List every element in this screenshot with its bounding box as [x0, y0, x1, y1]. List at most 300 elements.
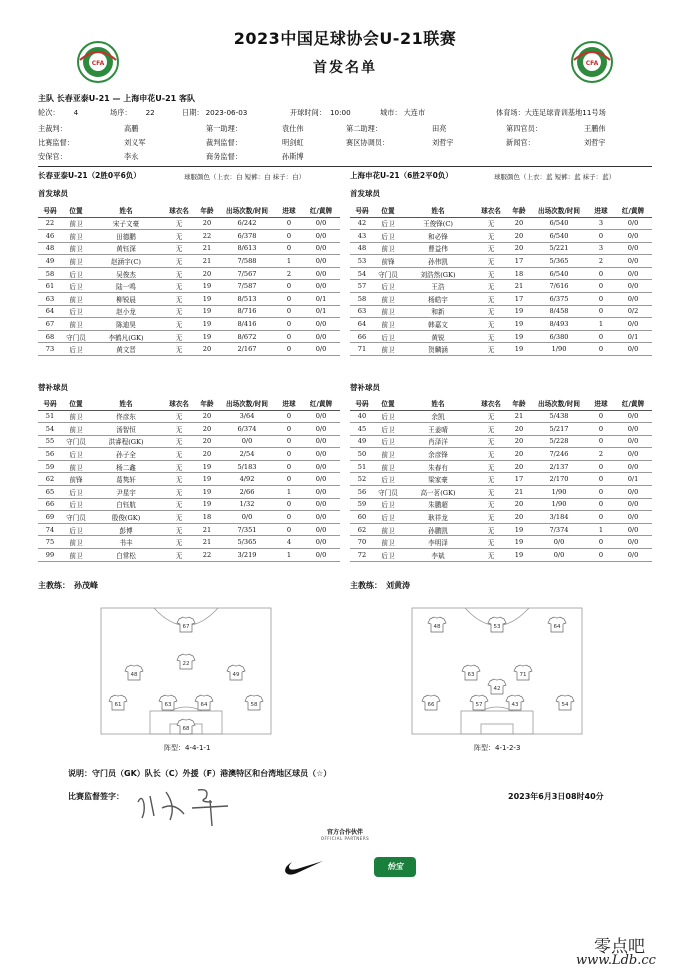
- player-cell: 5/365: [530, 255, 588, 268]
- shirt-number: 61: [114, 702, 122, 708]
- player-cell: 8/458: [530, 305, 588, 318]
- player-cell: 5/438: [530, 410, 588, 423]
- player-row: [350, 305, 652, 318]
- column-header: 出场次数/时间: [218, 204, 276, 217]
- player-cell: 49: [38, 255, 62, 268]
- player-shirt: [506, 695, 524, 710]
- player-shirt: [245, 695, 263, 710]
- player-cell: 无: [162, 255, 196, 268]
- signature-image: [132, 780, 252, 828]
- column-header: 出场次数/时间: [218, 397, 276, 410]
- player-shirt: [195, 695, 213, 710]
- player-cell: 前卫: [62, 293, 90, 306]
- player-cell: 无: [474, 242, 508, 255]
- page-title: 2023中国足球协会U-21联赛: [233, 29, 457, 48]
- player-cell: 柳锐晨: [90, 293, 162, 306]
- player-cell: 无: [162, 460, 196, 473]
- player-cell: 8/493: [530, 318, 588, 331]
- player-shirt: [227, 665, 245, 680]
- player-cell: 19: [196, 318, 218, 331]
- player-cell: 无: [474, 410, 508, 423]
- player-cell: 48: [38, 242, 62, 255]
- player-cell: 19: [196, 460, 218, 473]
- player-cell: 19: [508, 330, 530, 343]
- player-cell: 5/228: [530, 435, 588, 448]
- player-row: [350, 523, 652, 536]
- player-cell: 后卫: [62, 305, 90, 318]
- player-cell: 0/1: [302, 305, 340, 318]
- player-cell: 1/90: [530, 498, 588, 511]
- home-team-colors: 球服颜色（上衣：白 短裤：白 袜子：白）: [184, 173, 306, 181]
- player-cell: 无: [162, 473, 196, 486]
- player-cell: 19: [196, 305, 218, 318]
- player-cell: 前卫: [62, 536, 90, 549]
- player-cell: 彭博: [90, 523, 162, 536]
- player-row: [350, 255, 652, 268]
- player-cell: 75: [38, 536, 62, 549]
- player-cell: 守门员: [62, 330, 90, 343]
- player-cell: 前卫: [374, 523, 402, 536]
- player-cell: 0/0: [530, 536, 588, 549]
- player-cell: 守门员: [62, 435, 90, 448]
- player-cell: 无: [162, 523, 196, 536]
- player-cell: 62: [350, 523, 374, 536]
- player-cell: 前锋: [374, 255, 402, 268]
- player-cell: 后卫: [62, 448, 90, 461]
- player-cell: 无: [162, 217, 196, 230]
- player-cell: 后卫: [374, 230, 402, 243]
- home-coach: 主教练： 孙茂峰: [38, 581, 98, 590]
- shirt-number: 71: [519, 672, 527, 678]
- column-header: 进球: [588, 397, 614, 410]
- player-cell: 0/0: [614, 448, 652, 461]
- player-cell: 74: [38, 523, 62, 536]
- player-cell: 66: [350, 330, 374, 343]
- player-cell: 21: [196, 536, 218, 549]
- player-cell: 无: [474, 549, 508, 562]
- shirt-number: 43: [511, 702, 519, 708]
- player-cell: 无: [162, 549, 196, 562]
- round-label: 轮次： 4: [38, 108, 79, 117]
- player-cell: 7/587: [218, 280, 276, 293]
- home-subs-label: 替补球员: [38, 383, 68, 392]
- player-cell: 杨二鑫: [90, 460, 162, 473]
- shirt-number: 22: [182, 661, 190, 667]
- player-cell: 0: [276, 523, 302, 536]
- player-row: [350, 536, 652, 549]
- player-cell: 7/588: [218, 255, 276, 268]
- player-cell: 22: [38, 217, 62, 230]
- player-cell: 书丰: [90, 536, 162, 549]
- column-header: 进球: [276, 204, 302, 217]
- player-cell: 0/0: [302, 460, 340, 473]
- player-cell: 无: [474, 280, 508, 293]
- player-cell: 0: [276, 280, 302, 293]
- shirt-number: 54: [561, 702, 569, 708]
- city-label: 城市： 大连市: [380, 108, 426, 117]
- player-cell: 20: [508, 460, 530, 473]
- player-cell: 0/0: [614, 343, 652, 356]
- player-cell: 0: [588, 423, 614, 436]
- player-cell: 20: [196, 343, 218, 356]
- player-cell: 5/221: [530, 242, 588, 255]
- player-cell: 无: [474, 343, 508, 356]
- player-cell: 0/0: [614, 511, 652, 524]
- column-header: 年龄: [196, 204, 218, 217]
- player-cell: 0/0: [614, 460, 652, 473]
- player-cell: 无: [474, 523, 508, 536]
- shirt-number: 58: [250, 702, 258, 708]
- player-cell: 无: [474, 330, 508, 343]
- player-shirt: [125, 665, 143, 680]
- player-cell: 前卫: [374, 293, 402, 306]
- player-cell: 后卫: [62, 267, 90, 280]
- player-cell: 无: [162, 423, 196, 436]
- player-cell: 0: [276, 217, 302, 230]
- column-header: 球衣名: [162, 397, 196, 410]
- player-cell: 99: [38, 549, 62, 562]
- player-cell: 0: [588, 460, 614, 473]
- column-header: 球衣名: [474, 204, 508, 217]
- player-cell: 0/1: [302, 293, 340, 306]
- player-cell: 0: [276, 293, 302, 306]
- legend-note: 说明：守门员（GK）队长（C）外援（F）港澳特区和台湾地区球员（☆）: [68, 769, 332, 778]
- player-cell: 无: [162, 280, 196, 293]
- player-cell: 耿祥龙: [402, 511, 474, 524]
- player-row: [350, 410, 652, 423]
- player-cell: 63: [350, 305, 374, 318]
- player-cell: 朱鹏超: [402, 498, 474, 511]
- player-cell: 0/0: [614, 423, 652, 436]
- player-cell: 0/2: [614, 305, 652, 318]
- shirt-number: 42: [493, 686, 501, 692]
- player-cell: 6/374: [218, 423, 276, 436]
- player-cell: 贺麟涵: [402, 343, 474, 356]
- player-row: [350, 330, 652, 343]
- player-cell: 无: [162, 435, 196, 448]
- player-cell: 2/167: [218, 343, 276, 356]
- player-cell: 吴俊杰: [90, 267, 162, 280]
- player-cell: 20: [508, 423, 530, 436]
- player-cell: 0/0: [302, 330, 340, 343]
- player-cell: 6/380: [530, 330, 588, 343]
- player-cell: 守门员: [374, 486, 402, 499]
- player-cell: 64: [38, 305, 62, 318]
- player-cell: 前卫: [62, 217, 90, 230]
- signature-label: 比赛监督签字：: [68, 792, 124, 801]
- player-cell: 后卫: [62, 523, 90, 536]
- player-cell: 0/0: [302, 267, 340, 280]
- player-row: [38, 486, 340, 499]
- player-cell: 守门员: [62, 511, 90, 524]
- player-shirt: [514, 665, 532, 680]
- player-cell: 21: [196, 242, 218, 255]
- player-cell: 20: [508, 230, 530, 243]
- player-cell: 无: [162, 410, 196, 423]
- column-header: 红/黄牌: [614, 204, 652, 217]
- player-cell: 孙鹏凯: [402, 523, 474, 536]
- player-cell: 无: [162, 498, 196, 511]
- nike-logo: [283, 855, 325, 877]
- player-cell: 王俊锋(C): [402, 217, 474, 230]
- player-cell: 65: [38, 486, 62, 499]
- player-cell: 0/0: [302, 473, 340, 486]
- player-cell: 0/0: [614, 242, 652, 255]
- away-formation: 阵型：4-1-2-3: [474, 744, 521, 752]
- player-cell: 韩嘉文: [402, 318, 474, 331]
- player-cell: 7/351: [218, 523, 276, 536]
- player-cell: 2/54: [218, 448, 276, 461]
- player-cell: 61: [38, 280, 62, 293]
- player-cell: 0: [588, 280, 614, 293]
- match-no-label: 场序： 22: [110, 108, 155, 117]
- away-formation-pitch: [411, 607, 583, 735]
- player-row: [38, 423, 340, 436]
- player-cell: 18: [196, 511, 218, 524]
- player-cell: 无: [474, 318, 508, 331]
- player-cell: 20: [196, 435, 218, 448]
- player-row: [38, 549, 340, 562]
- shirt-number: 64: [553, 624, 561, 630]
- player-row: [38, 305, 340, 318]
- player-cell: 佟彦东: [90, 410, 162, 423]
- player-cell: 0: [276, 410, 302, 423]
- player-cell: 无: [162, 242, 196, 255]
- player-cell: 无: [162, 330, 196, 343]
- player-cell: 0/0: [302, 448, 340, 461]
- player-cell: 40: [350, 410, 374, 423]
- player-row: [38, 410, 340, 423]
- player-cell: 1: [588, 523, 614, 536]
- player-cell: 前卫: [62, 230, 90, 243]
- player-cell: 0: [276, 423, 302, 436]
- player-cell: 无: [162, 511, 196, 524]
- player-cell: 0/0: [302, 498, 340, 511]
- player-cell: 0/0: [614, 255, 652, 268]
- player-row: [38, 460, 340, 473]
- player-cell: 2: [588, 255, 614, 268]
- player-cell: 0: [276, 498, 302, 511]
- player-shirt: [428, 617, 446, 632]
- player-cell: 20: [196, 410, 218, 423]
- player-row: [38, 473, 340, 486]
- player-cell: 后卫: [62, 280, 90, 293]
- player-cell: 0/0: [614, 293, 652, 306]
- player-cell: 前锋: [62, 473, 90, 486]
- player-cell: 0: [276, 511, 302, 524]
- player-cell: 0: [588, 536, 614, 549]
- player-cell: 3: [588, 242, 614, 255]
- player-cell: 0: [276, 242, 302, 255]
- player-cell: 3/219: [218, 549, 276, 562]
- away-subs-table: [350, 397, 652, 562]
- player-cell: 0: [588, 473, 614, 486]
- home-formation-pitch: [100, 607, 272, 735]
- player-cell: 无: [162, 448, 196, 461]
- player-cell: 0/0: [302, 410, 340, 423]
- home-starters-table: [38, 204, 340, 356]
- player-row: [350, 343, 652, 356]
- player-row: [38, 498, 340, 511]
- player-row: [38, 293, 340, 306]
- player-shirt: [470, 695, 488, 710]
- player-row: [350, 460, 652, 473]
- player-cell: 20: [508, 448, 530, 461]
- player-cell: 42: [350, 217, 374, 230]
- player-cell: 58: [350, 293, 374, 306]
- player-cell: 2: [588, 448, 614, 461]
- player-cell: 62: [38, 473, 62, 486]
- player-cell: 黄文晋: [90, 343, 162, 356]
- player-cell: 无: [474, 435, 508, 448]
- player-cell: 0/0: [302, 343, 340, 356]
- player-cell: 前卫: [374, 343, 402, 356]
- player-row: [38, 318, 340, 331]
- player-cell: 0: [588, 486, 614, 499]
- player-cell: 李明泽: [402, 536, 474, 549]
- player-row: [350, 448, 652, 461]
- shirt-number: 67: [182, 624, 190, 630]
- shirt-number: 49: [232, 672, 240, 678]
- player-row: [350, 486, 652, 499]
- player-cell: 无: [474, 486, 508, 499]
- player-row: [38, 435, 340, 448]
- player-row: [38, 242, 340, 255]
- column-header: 位置: [62, 397, 90, 410]
- column-header: 红/黄牌: [302, 397, 340, 410]
- player-cell: 4: [276, 536, 302, 549]
- player-cell: 后卫: [374, 217, 402, 230]
- player-cell: 无: [474, 267, 508, 280]
- player-cell: 无: [474, 217, 508, 230]
- player-cell: 后卫: [374, 330, 402, 343]
- player-cell: 7/567: [218, 267, 276, 280]
- away-team-colors: 球服颜色（上衣：蓝 短裤：蓝 袜子：蓝）: [494, 173, 616, 181]
- shirt-number: 68: [182, 726, 190, 732]
- player-cell: 0: [276, 460, 302, 473]
- player-cell: 李鹤凡(GK): [90, 330, 162, 343]
- player-cell: 6/375: [530, 293, 588, 306]
- column-header: 位置: [374, 397, 402, 410]
- player-cell: 杨皓宇: [402, 293, 474, 306]
- player-shirt: [177, 719, 195, 734]
- player-cell: 5/217: [530, 423, 588, 436]
- player-cell: 王浩: [402, 280, 474, 293]
- player-cell: 0: [276, 343, 302, 356]
- player-cell: 无: [474, 448, 508, 461]
- player-cell: 51: [350, 460, 374, 473]
- table-header-row: [350, 204, 652, 217]
- player-cell: 前卫: [62, 255, 90, 268]
- column-header: 球衣名: [474, 397, 508, 410]
- player-cell: 1/90: [530, 343, 588, 356]
- column-header: 姓名: [90, 397, 162, 410]
- player-cell: 5/183: [218, 460, 276, 473]
- column-header: 进球: [276, 397, 302, 410]
- player-cell: 19: [196, 280, 218, 293]
- player-cell: 0/0: [530, 549, 588, 562]
- player-shirt: [488, 679, 506, 694]
- player-cell: 50: [350, 448, 374, 461]
- player-shirt: [177, 617, 195, 632]
- player-cell: 前卫: [62, 318, 90, 331]
- player-cell: 0: [588, 293, 614, 306]
- player-cell: 20: [196, 448, 218, 461]
- away-starters-table: [350, 204, 652, 356]
- player-cell: 20: [508, 511, 530, 524]
- player-row: [350, 217, 652, 230]
- column-header: 位置: [62, 204, 90, 217]
- yibao-logo: 怡宝: [374, 857, 416, 877]
- player-cell: 孙子全: [90, 448, 162, 461]
- player-cell: 19: [508, 305, 530, 318]
- player-cell: 56: [38, 448, 62, 461]
- home-subs-table: [38, 397, 340, 562]
- player-cell: 无: [474, 230, 508, 243]
- player-cell: 无: [474, 293, 508, 306]
- player-cell: 0: [588, 305, 614, 318]
- kickoff-label: 开球时间： 10:00: [290, 108, 351, 117]
- player-cell: 0: [276, 318, 302, 331]
- player-cell: 5/365: [218, 536, 276, 549]
- player-row: [350, 280, 652, 293]
- player-cell: 1/32: [218, 498, 276, 511]
- shirt-number: 63: [164, 702, 172, 708]
- player-cell: 0: [276, 305, 302, 318]
- player-cell: 和必锋: [402, 230, 474, 243]
- player-cell: 6/242: [218, 217, 276, 230]
- player-cell: 0: [588, 511, 614, 524]
- player-cell: 21: [508, 486, 530, 499]
- player-cell: 后卫: [374, 498, 402, 511]
- player-cell: 宋子文豪: [90, 217, 162, 230]
- player-cell: 0/0: [302, 523, 340, 536]
- player-cell: 余彦锋: [402, 448, 474, 461]
- player-cell: 和新: [402, 305, 474, 318]
- player-cell: 尹星宇: [90, 486, 162, 499]
- player-cell: 0/0: [614, 280, 652, 293]
- player-row: [38, 230, 340, 243]
- watermark-url: www.Ldb.cc: [576, 953, 656, 968]
- player-cell: 6/540: [530, 267, 588, 280]
- player-cell: 1/90: [530, 486, 588, 499]
- player-cell: 21: [508, 280, 530, 293]
- player-cell: 殷俊(GK): [90, 511, 162, 524]
- shirt-number: 48: [433, 624, 441, 630]
- player-cell: 0/0: [302, 217, 340, 230]
- player-cell: 无: [162, 318, 196, 331]
- player-cell: 1: [588, 318, 614, 331]
- player-cell: 19: [196, 498, 218, 511]
- player-cell: 黄锐: [402, 330, 474, 343]
- stadium-label: 体育场：大连足球青训基地11号场: [496, 108, 606, 117]
- shirt-number: 53: [493, 624, 501, 630]
- shirt-number: 48: [130, 672, 138, 678]
- cfa-logo-text: CFA: [91, 60, 105, 67]
- player-cell: 71: [350, 343, 374, 356]
- player-cell: 20: [508, 498, 530, 511]
- player-cell: 无: [474, 511, 508, 524]
- player-cell: 0/0: [218, 435, 276, 448]
- player-cell: 52: [350, 473, 374, 486]
- player-cell: 0/0: [218, 511, 276, 524]
- player-cell: 17: [508, 473, 530, 486]
- player-cell: 57: [350, 280, 374, 293]
- player-cell: 0/0: [614, 435, 652, 448]
- player-cell: 前卫: [374, 318, 402, 331]
- player-row: [38, 343, 340, 356]
- player-cell: 无: [162, 305, 196, 318]
